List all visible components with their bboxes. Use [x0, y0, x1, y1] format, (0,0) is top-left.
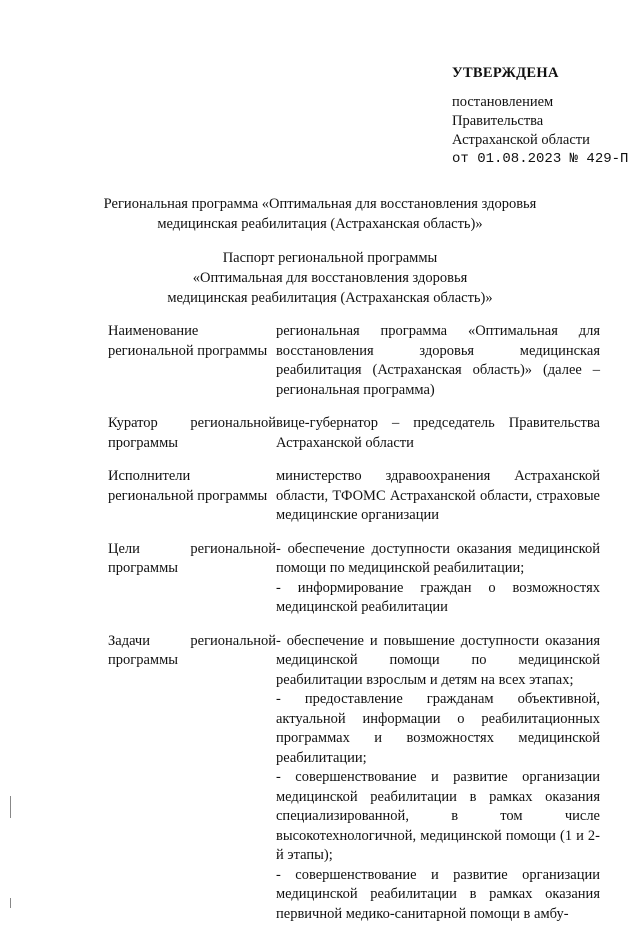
row-label: Исполнители региональной программы — [108, 468, 268, 504]
program-title-line: Региональная программа «Оптимальная для восстановления здоровья — [103, 196, 537, 212]
passport-row-tasks — [108, 632, 600, 925]
row-value-text: - обеспечение доступности оказания медицинской помощи по медицинской реабилитации; — [276, 540, 600, 576]
passport-row-curator — [108, 414, 600, 453]
row-value-text: вице-губернатор – председатель Правительства Астраханской области — [276, 415, 600, 451]
passport-row-executors — [108, 467, 600, 526]
row-value-text: - информирование граждан о возможностях медицинской реабилитации — [276, 579, 600, 615]
row-value — [276, 414, 600, 453]
row-value — [276, 322, 600, 400]
approval-date: от 01.08.2023 № 429-П — [452, 151, 629, 167]
passport-row-goals — [108, 540, 600, 618]
row-label: Задачи региональной программы — [108, 632, 276, 668]
program-title-line: медицинская реабилитация (Астраханская область)» — [157, 216, 483, 232]
scan-mark — [10, 796, 11, 818]
passport-title-line: Паспорт региональной программы — [222, 250, 438, 266]
approval-heading: УТВЕРЖДЕНА — [452, 65, 559, 81]
row-value-text: - совершенствование и развитие организации медицинской реабилитации в рамках оказания первичной медико-санитарной помощи в амбу- — [276, 866, 600, 922]
row-value-text: - совершенствование и развитие организации медицинской реабилитации в рамках оказания специализированной, в том числе высокотехнологичной, медицинской помощи (1 и 2-й этапы); — [276, 769, 600, 863]
approval-block — [452, 64, 628, 169]
row-value-text: министерство здравоохранения Астраханской области, ТФОМС Астраханской области, страховые медицинские организации — [276, 468, 600, 523]
row-value-text: - обеспечение и повышение доступности оказания медицинской помощи по медицинской реабилитации взрослым и детям на всех этапах; — [276, 632, 600, 688]
passport-table — [108, 322, 600, 938]
row-value — [276, 632, 600, 925]
scan-mark — [10, 898, 11, 908]
passport-row-name — [108, 322, 600, 400]
approval-line: Астраханской области — [452, 132, 590, 148]
row-value — [276, 467, 600, 526]
program-title — [90, 194, 550, 234]
approval-line: Правительства — [452, 113, 544, 129]
row-label: Куратор региональной программы — [108, 415, 276, 451]
passport-title — [130, 248, 530, 308]
approval-line: постановлением — [452, 94, 554, 110]
passport-title-line: медицинская реабилитация (Астраханская область)» — [167, 290, 493, 306]
row-value — [276, 540, 600, 618]
row-value-text: - предоставление гражданам объективной, актуальной информации о реабилитационных программах и возможностях медицинской реабилитации; — [276, 691, 600, 766]
row-value-text: региональная программа «Оптимальная для восстановления здоровья медицинская реабилитация (Астраханская область)» (далее – региональная программа) — [276, 323, 600, 398]
row-label: Цели региональной программы — [108, 540, 276, 576]
row-label: Наименование региональной программы — [108, 323, 268, 359]
passport-title-line: «Оптимальная для восстановления здоровья — [192, 270, 468, 286]
